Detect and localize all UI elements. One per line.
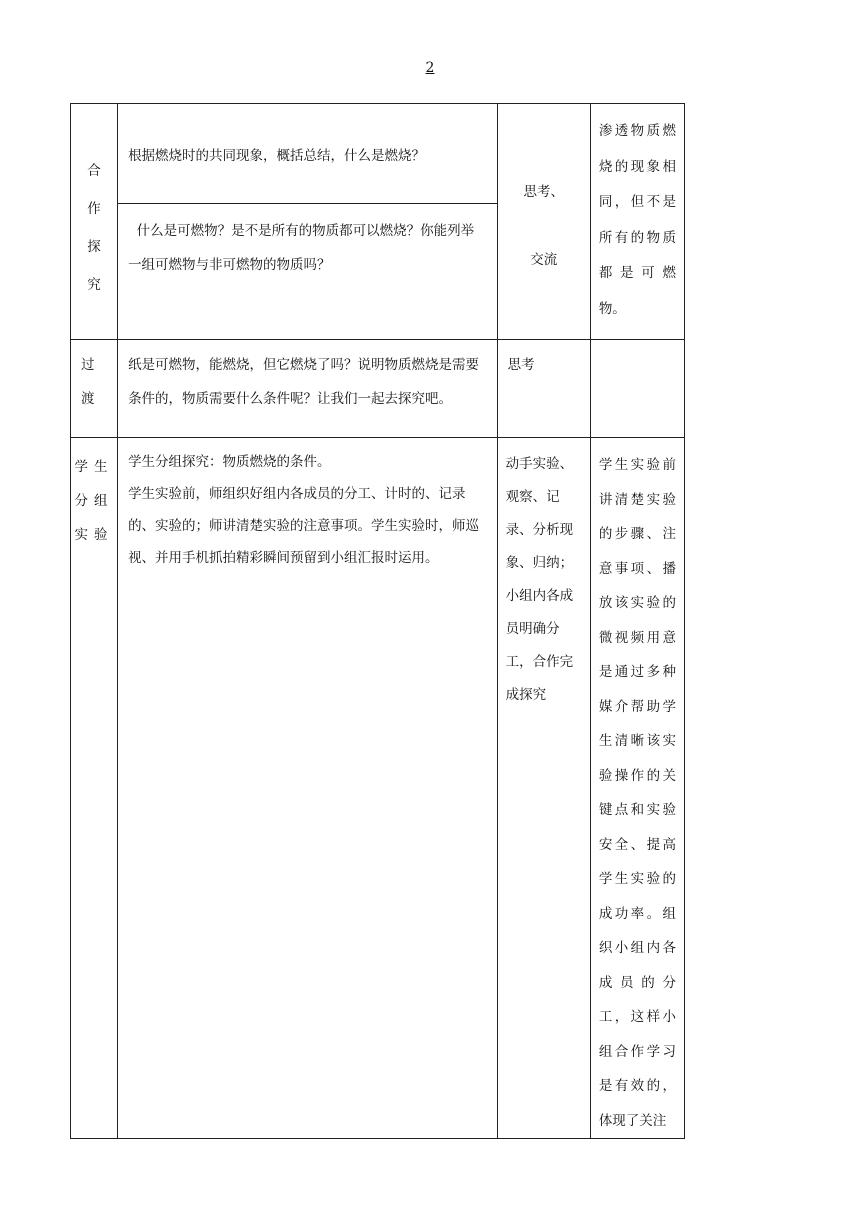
content-question-1: 根据燃烧时的共同现象，概括总结，什么是燃烧？ xyxy=(118,104,497,204)
content-cell xyxy=(118,104,498,340)
table-row xyxy=(71,438,685,1139)
student-activity: 动手实验、观察、记录、分析现象、归纳；小组内各成员明确分工，合作完成探究 xyxy=(505,456,574,703)
page-number: 2 xyxy=(425,60,435,76)
content-cell xyxy=(118,438,498,1139)
stage-line: 实验 xyxy=(74,527,114,543)
student-activity-cell xyxy=(497,340,590,438)
stage-label: 过渡 xyxy=(81,357,95,407)
table-row xyxy=(71,340,685,438)
stage-char: 探 xyxy=(87,239,101,255)
design-note-cell xyxy=(590,104,684,340)
stage-char: 究 xyxy=(87,277,101,293)
content-question-2: 什么是可燃物？是不是所有的物质都可以燃烧？你能列举一组可燃物与非可燃物的物质吗？ xyxy=(128,223,475,273)
content-paragraph: 学生实验前，师组织好组内各成员的分工、计时的、记录的、实验的；师讲清楚实验的注意事项。学生实验时，师巡视、并用手机抓拍精彩瞬间预留到小组汇报时运用。 xyxy=(128,486,480,566)
student-activity: 思考 xyxy=(507,357,535,373)
stage-char: 作 xyxy=(87,201,101,217)
stage-line: 分组 xyxy=(74,493,114,509)
content-text: 纸是可燃物，能燃烧，但它燃烧了吗？说明物质燃烧是需要条件的，物质需要什么条件呢？让我们一起去探究吧。 xyxy=(128,357,480,407)
stage-char: 合 xyxy=(87,163,101,179)
design-note-cell xyxy=(590,340,684,438)
content-cell xyxy=(118,340,498,438)
design-note xyxy=(591,340,684,348)
content-paragraph: 学生分组探究：物质燃烧的条件。 xyxy=(128,454,331,470)
student-activity-cell xyxy=(497,104,590,340)
student-activity-cell xyxy=(497,438,590,1139)
table-row xyxy=(71,104,685,340)
design-note: 学生实验前讲清楚实验的步骤、注意事项、播放该实验的微视频用意是通过多种媒介帮助学生清晰该实验操作的关键点和实验安全、提高学生实验的成功率。组织小组内各成员的分工，这样小组合作学习是有效的，体现了关注 xyxy=(598,457,676,1129)
stage-cell xyxy=(71,438,118,1139)
design-note: 渗透物质燃烧的现象相同，但不是所有的物质都是可燃物。 xyxy=(598,123,676,317)
stage-line: 学生 xyxy=(74,459,114,475)
lesson-plan-table xyxy=(70,103,685,1139)
stage-cell xyxy=(71,340,118,438)
stage-cell xyxy=(71,104,118,340)
design-note-cell xyxy=(590,438,684,1139)
student-activity-line: 思考、 xyxy=(523,184,564,200)
student-activity-line: 交流 xyxy=(530,252,558,268)
